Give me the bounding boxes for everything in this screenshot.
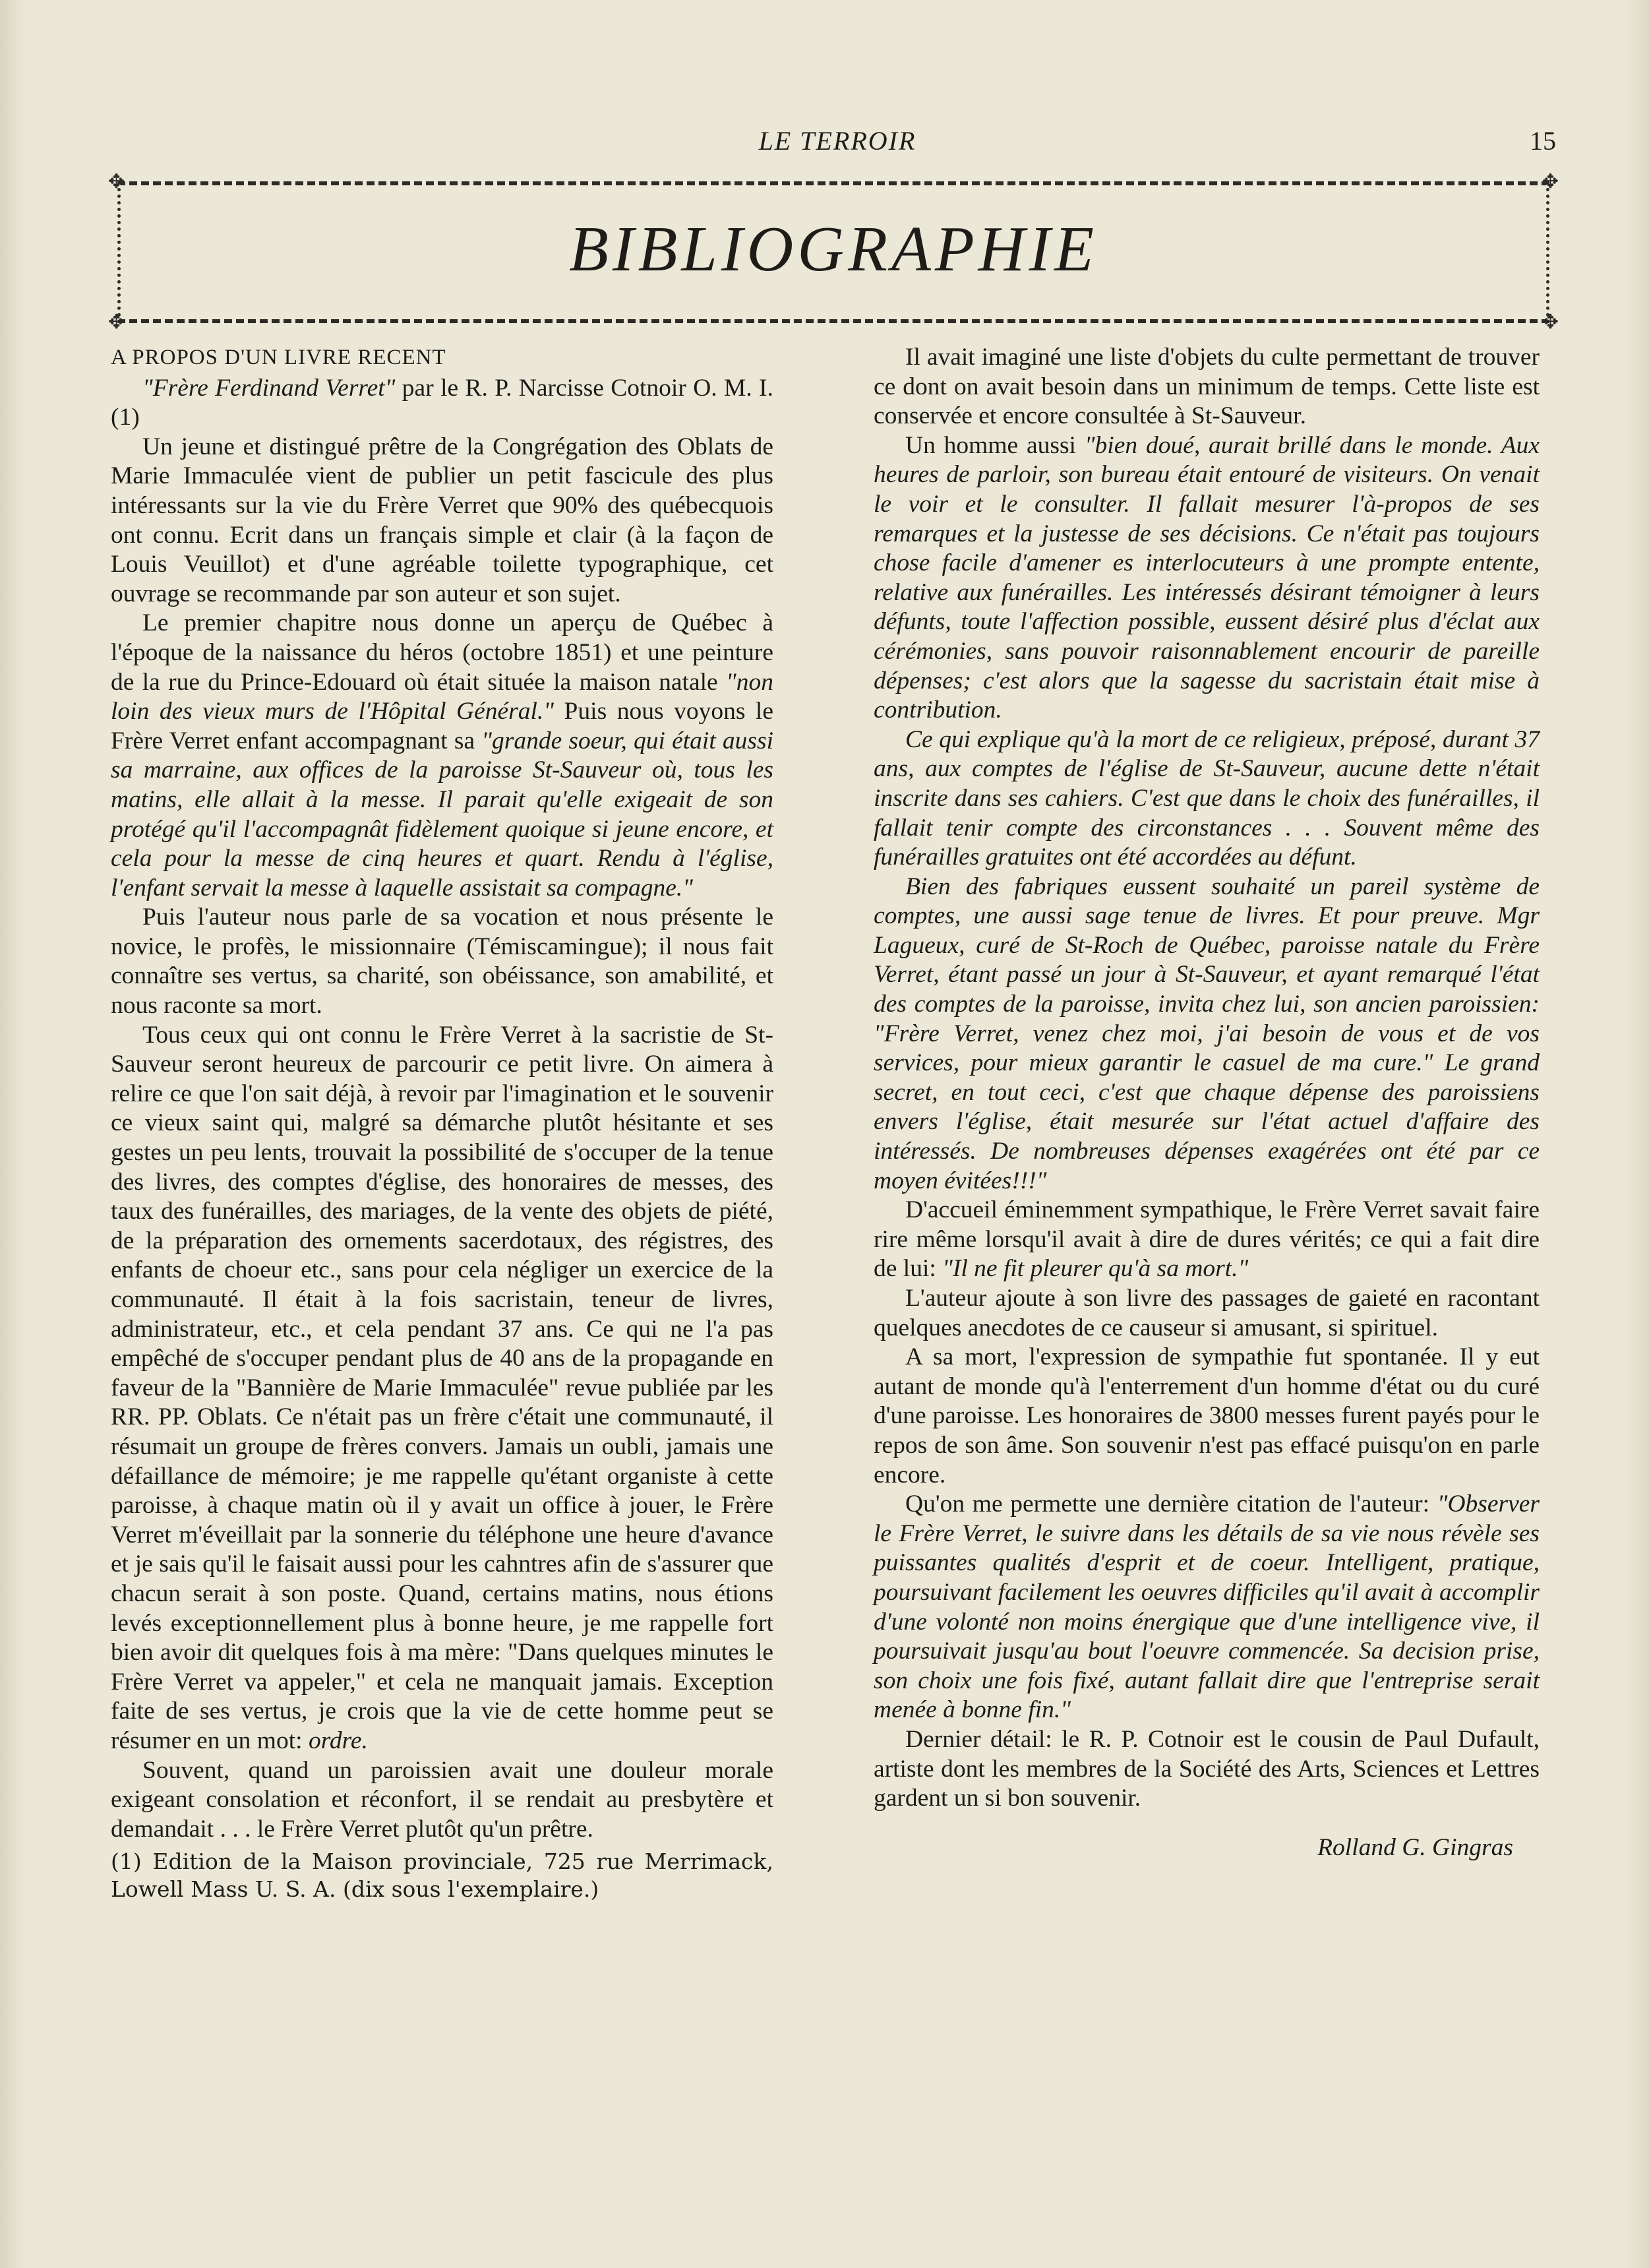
paragraph	[874, 873, 1540, 1196]
paragraph-text: Qu'on me permette une dernière citation de l'auteur:	[905, 1490, 1437, 1518]
quotation: "Il ne fit pleurer qu'à sa mort."	[942, 1255, 1249, 1283]
paragraph-text: D'accueil éminemment sympathique, le Frère Verret savait faire rire même lorsqu'il avait à dire de dures vérités; ce qui a fait dire de lui:	[874, 1196, 1540, 1283]
paragraph: Dernier détail: le R. P. Cotnoir est le cousin de Paul Dufault, artiste dont les membres de la Société des Arts, Sciences et Lettres gardent un si bon souvenir.	[874, 1725, 1540, 1812]
quotation: "bien doué, aurait brillé dans le monde. Aux heures de parloir, son bureau était entouré de visiteurs. On venait le voir et le consulter. Il fallait mesurer l'à-propos de ses remarques et la justesse de ses décisions. Ce n'était pas toujours chose facile d'amener es interlocuteurs à une prompte entente, relative aux funérailles. Les intéressés désirant témoigner à leurs défunts, toute l'affection possible, eussent désiré plus d'éclat aux cérémonies, sans pouvoir raisonnablement encourir de pareille dépenses; c'est alors que la sagesse du sacristain était mise à contribution.	[874, 431, 1540, 724]
section-banner	[108, 171, 1559, 333]
paragraph	[111, 609, 773, 903]
paragraph	[874, 1196, 1540, 1284]
journal-title: LE TERROIR	[758, 126, 916, 156]
paragraph	[111, 1021, 773, 1756]
emphasis: ordre.	[308, 1727, 368, 1754]
paragraph: Souvent, quand un paroissien avait une douleur morale exigeant consolation et réconfort, il se rendait au presbytère et demandait . . . le Frère Verret plutôt qu'un prêtre.	[111, 1756, 773, 1843]
paragraph-text: Un homme aussi	[905, 431, 1085, 459]
ornament-icon: ✥	[108, 171, 125, 193]
author-signature: Rolland G. Gingras	[1317, 1833, 1513, 1861]
ornament-icon: ✥	[1542, 171, 1559, 193]
quotation: "non loin des vieux murs de l'Hôpital Général."	[111, 668, 773, 725]
quotation: "grande soeur, qui était aussi sa marraine, aux offices de la paroisse St-Sauveur où, tous les matins, elle allait à la messe. Il parait qu'elle exigeait de son protégé qu'il l'accompagnât fidèlement quoique si jeune encore, et cela pour la messe de cinq heures et quart. Rendu à l'église, l'enfant servait la messe à laquelle assistait sa compagne."	[111, 727, 773, 902]
quotation: "Observer le Frère Verret, le suivre dans les détails de sa vie nous révèle ses puissantes qualités d'esprit et de coeur. Intelligent, pratique, poursuivant facilement les oeuvres difficiles qu'il avait à accomplir d'une volonté non moins énergique que d'une intelligence vive, il poursuivait jusqu'au bout l'oeuvre commencée. Sa decision prise, son choix une fois fixé, autant fallait dire que l'entreprise serait menée à bonne fin."	[874, 1490, 1540, 1724]
paragraph: Il avait imaginé une liste d'objets du culte permettant de trouver ce dont on avait besoin dans un minimum de temps. Cette liste est conservée et encore consultée à St-Sauveur.	[874, 344, 1540, 430]
book-title: "Frère Ferdinand Verret"	[142, 374, 396, 402]
ornament-icon: ✥	[108, 311, 125, 333]
paragraph: L'auteur ajoute à son livre des passages de gaieté en racontant quelques anecdotes de ce causeur si amusant, si spirituel.	[874, 1285, 1540, 1341]
page-number: 15	[1530, 126, 1556, 156]
paragraph	[874, 1490, 1540, 1725]
paragraph-text: Puis nous voyons le Frère Verret enfant accompagnant sa	[111, 698, 773, 754]
paragraph	[874, 431, 1540, 725]
book-author: par le R. P. Narcisse Cotnoir O. M. I. (1)	[111, 374, 773, 431]
quotation: Bien des fabriques eussent souhaité un pareil système de comptes, une aussi sage tenue de livres. Et pour preuve. Mgr Lagueux, curé de St-Roch de Québec, paroisse natale du Frère Verret, étant passé un jour à St-Sauveur, et ayant remarqué l'état des comptes de la paroisse, invita chez lui, son ancien paroissien: "Frère Verret, venez chez moi, j'ai besoin de vous et de vos services, pour mieux garantir le casuel de ma cure." Le grand secret, en tout ceci, c'est que chaque dépense des paroissiens envers l'église, était mesurée sur l'état actuel d'affaire des intéressés. De nombreuses dépenses exagérées ont été par ce moyen évitées!!!"	[874, 873, 1540, 1194]
paragraph: A sa mort, l'expression de sympathie fut spontanée. Il y eut autant de monde qu'à l'enterrement d'un homme d'état ou du curé d'une paroisse. Les honoraires de 3800 messes furent payés pour le repos de son âme. Son souvenir n'est pas effacé puisqu'on en parle encore.	[874, 1343, 1540, 1488]
quotation: Ce qui explique qu'à la mort de ce religieux, préposé, durant 37 ans, aux comptes de l'église de St-Sauveur, aucune dette n'était inscrite dans ses cahiers. C'est que dans le choix des funérailles, il fallait tenir compte des circonstances . . . Souvent même des funérailles gratuites ont été accordées au défunt.	[874, 725, 1540, 871]
paragraph	[874, 725, 1540, 873]
paragraph-text: Le premier chapitre nous donne un aperçu de Québec à l'époque de la naissance du héros (octobre 1851) et une peinture de la rue du Prince-Edouard où était située la maison natale	[111, 609, 773, 696]
ornament-icon: ✥	[1542, 311, 1559, 333]
left-column	[111, 343, 773, 1903]
book-reference	[111, 374, 773, 433]
paragraph: Puis l'auteur nous parle de sa vocation et nous présente le novice, le profès, le missionnaire (Témiscamingue); il nous fait connaître ses vertus, sa charité, son obéissance, son amabilité, et nous raconte sa mort.	[111, 904, 773, 1020]
paragraph: Un jeune et distingué prêtre de la Congrégation des Oblats de Marie Immaculée vient de publier un petit fascicule des plus intéressants sur la vie du Frère Verret que 90% des québecquois ont connu. Ecrit dans un français simple et clair (à la façon de Louis Veuillot) et d'une agréable toilette typographique, cet ouvrage se recommande par son auteur et son sujet.	[111, 433, 773, 607]
section-title: BIBLIOGRAPHIE	[569, 214, 1098, 285]
article-subhead: A PROPOS D'UN LIVRE RECENT	[111, 346, 446, 369]
paragraph-text: Tous ceux qui ont connu le Frère Verret à la sacristie de St-Sauveur seront heureux de parcourir ce petit livre. On aimera à relire ce que l'on sait déjà, à revoir par l'imagination et le souvenir ce vieux saint qui, malgré sa démarche plutôt hésitante et ses gestes un peu lents, trouvait la possibilité de s'occuper de la tenue des livres, des comptes d'église, des honoraires de messes, des taux des funérailles, des mariages, de la vente des objets de piété, de la préparation des ornements sacerdotaux, des régistres, des enfants de choeur etc., sans pour cela négliger un exercice de la communauté. Il était à la fois sacristain, teneur de livres, administrateur, etc., et cela pendant 37 ans. Ce qui ne l'a pas empêché de s'occuper pendant plus de 40 ans de la propagande en faveur de la "Bannière de Marie Immaculée" revue publiée par les RR. PP. Oblats. Ce n'était pas un frère c'était une communauté, il résumait un groupe de frères convers. Jamais un oubli, jamais une défaillance de mémoire; je me rappelle qu'étant organiste à cette paroisse, à chaque matin où il y avait un office à jouer, le Frère Verret m'éveillait par la sonnerie du téléphone une heure d'avance et je sais qu'il le faisait aussi pour les cahntres afin de s'assurer que chacun serait à son poste. Quand, certains matins, nous étions levés exceptionnellement plus à bonne heure, je me rappelle fort bien avoir dit quelques fois à ma mère: "Dans quelques minutes le Frère Verret va appeler," et cela ne manquait jamais. Exception faite de ses vertus, je crois que la vie de cette homme peut se résumer en un mot:	[111, 1021, 773, 1754]
right-column	[874, 343, 1540, 1862]
footnote: (1) Edition de la Maison provinciale, 725 rue Merrimack, Lowell Mass U. S. A. (dix sous l'exemplaire.)	[111, 1849, 773, 1903]
